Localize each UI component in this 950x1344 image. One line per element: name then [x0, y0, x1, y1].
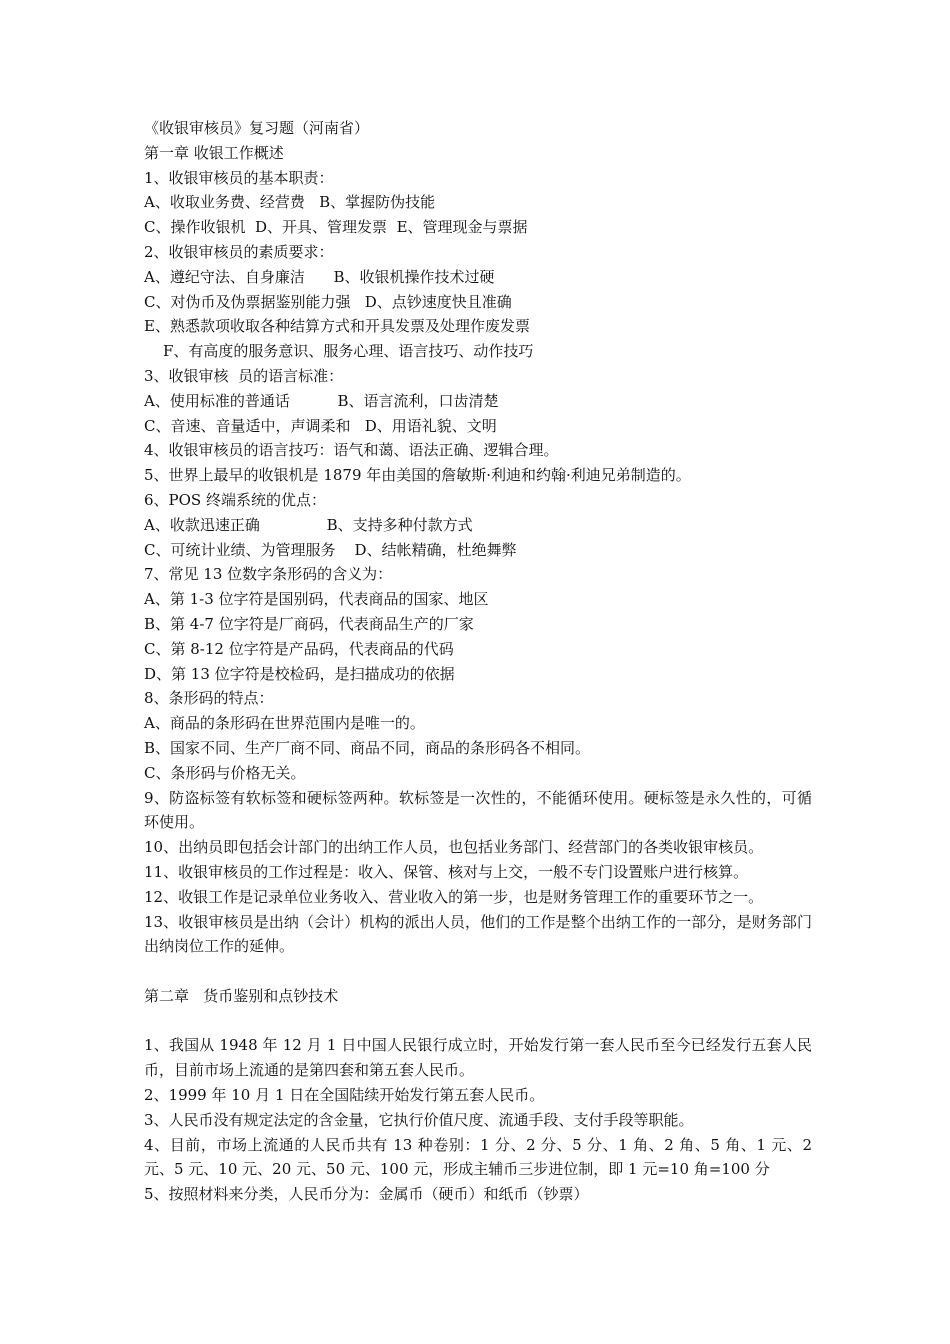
text-line: D、第 13 位字符是校检码，是扫描成功的依据 [144, 664, 455, 683]
chapter-2-heading: 第二章 货币鉴别和点钞技术 [144, 986, 339, 1005]
text-line: 7、常见 13 位数字条形码的含义为： [144, 565, 393, 584]
chapter-1-heading: 第一章 收银工作概述 [144, 143, 284, 162]
paragraph: 10、出纳员即包括会计部门的出纳工作人员，也包括业务部门、经营部门的各类收银审核员。 [144, 838, 764, 857]
text-line: 5、世界上最早的收银机是 1879 年由美国的詹敏斯·利迪和约翰·利迪兄弟制造的。 [144, 466, 691, 485]
paragraph: 1、我国从 1948 年 12 月 1 日中国人民银行成立时，开始发行第一套人民币至今已经发行五套人民币，目前市场上流通的是第四套和第五套人民币。 [144, 1036, 812, 1080]
paragraph: 11、收银审核员的工作过程是：收入、保管、核对与上交，一般不专门设置账户进行核算。 [144, 862, 749, 881]
text-line: C、条形码与价格无关。 [144, 763, 306, 782]
text-line: A、第 1-3 位字符是国别码，代表商品的国家、地区 [144, 590, 489, 609]
paragraph: 13、收银审核员是出纳（会计）机构的派出人员，他们的工作是整个出纳工作的一部分，是财务部门出纳岗位工作的延伸。 [144, 912, 812, 956]
text-line: A、收款迅速正确 B、支持多种付款方式 [144, 515, 473, 534]
paragraph: 3、人民币没有规定法定的含金量，它执行价值尺度、流通手段、支付手段等职能。 [144, 1110, 694, 1129]
text-line: A、使用标准的普通话 B、语言流利，口齿清楚 [144, 391, 499, 410]
chapter-1-paragraphs [144, 786, 812, 960]
paragraph: 5、按照材料来分类，人民币分为：金属币（硬币）和纸币（钞票） [144, 1185, 589, 1204]
text-line: 2、收银审核员的素质要求： [144, 242, 334, 261]
text-line: C、第 8-12 位字符是产品码，代表商品的代码 [144, 639, 454, 658]
text-line: C、可统计业绩、为管理服务 D、结帐精确，杜绝舞弊 [144, 540, 517, 559]
section-spacer [144, 959, 812, 984]
text-line: 1、收银审核员的基本职责： [144, 168, 334, 187]
text-line: B、国家不同、生产厂商不同、商品不同，商品的条形码各不相同。 [144, 738, 591, 757]
chapter-2-paragraphs [144, 1033, 812, 1207]
text-line: C、音速、音量适中，声调柔和 D、用语礼貌、文明 [144, 416, 497, 435]
text-line: 4、收银审核员的语言技巧：语气和蔼、语法正确、逻辑合理。 [144, 441, 559, 460]
section-spacer [144, 1009, 812, 1034]
text-line: A、遵纪守法、自身廉洁 B、收银机操作技术过硬 [144, 267, 495, 286]
text-line: C、操作收银机 D、开具、管理发票 E、管理现金与票据 [144, 218, 528, 237]
text-line: E、熟悉款项收取各种结算方式和开具发票及处理作废发票 [144, 317, 530, 336]
text-line: C、对伪币及伪票据鉴别能力强 D、点钞速度快且准确 [144, 292, 512, 311]
text-line: 6、POS 终端系统的优点： [144, 490, 326, 509]
text-line: A、收取业务费、经营费 B、掌握防伪技能 [144, 193, 436, 212]
paragraph: 4、目前，市场上流通的人民币共有 13 种卷别：1 分、2 分、5 分、1 角、2 角、5 角、1 元、2 元、5 元、10 元、20 元、50 元、100 元，形成主辅币三步进位制，即 1 元=10 角=100 分 [144, 1135, 812, 1179]
chapter-1-list [144, 166, 812, 786]
document-body [144, 116, 812, 1207]
paragraph: 12、收银工作是记录单位业务收入、营业收入的第一步，也是财务管理工作的重要环节之一。 [144, 887, 764, 906]
paragraph: 9、防盗标签有软标签和硬标签两种。软标签是一次性的，不能循环使用。硬标签是永久性的，可循环使用。 [144, 788, 812, 832]
text-line: A、商品的条形码在世界范围内是唯一的。 [144, 714, 425, 733]
document-title: 《收银审核员》复习题（河南省） [144, 119, 370, 137]
text-line: 8、条形码的特点： [144, 689, 274, 708]
paragraph: 2、1999 年 10 月 1 日在全国陆续开始发行第五套人民币。 [144, 1086, 545, 1105]
text-line: 3、收银审核 员的语言标准： [144, 366, 344, 385]
text-line: B、第 4-7 位字符是厂商码，代表商品生产的厂家 [144, 614, 474, 633]
text-line: F、有高度的服务意识、服务心理、语言技巧、动作技巧 [163, 342, 534, 361]
